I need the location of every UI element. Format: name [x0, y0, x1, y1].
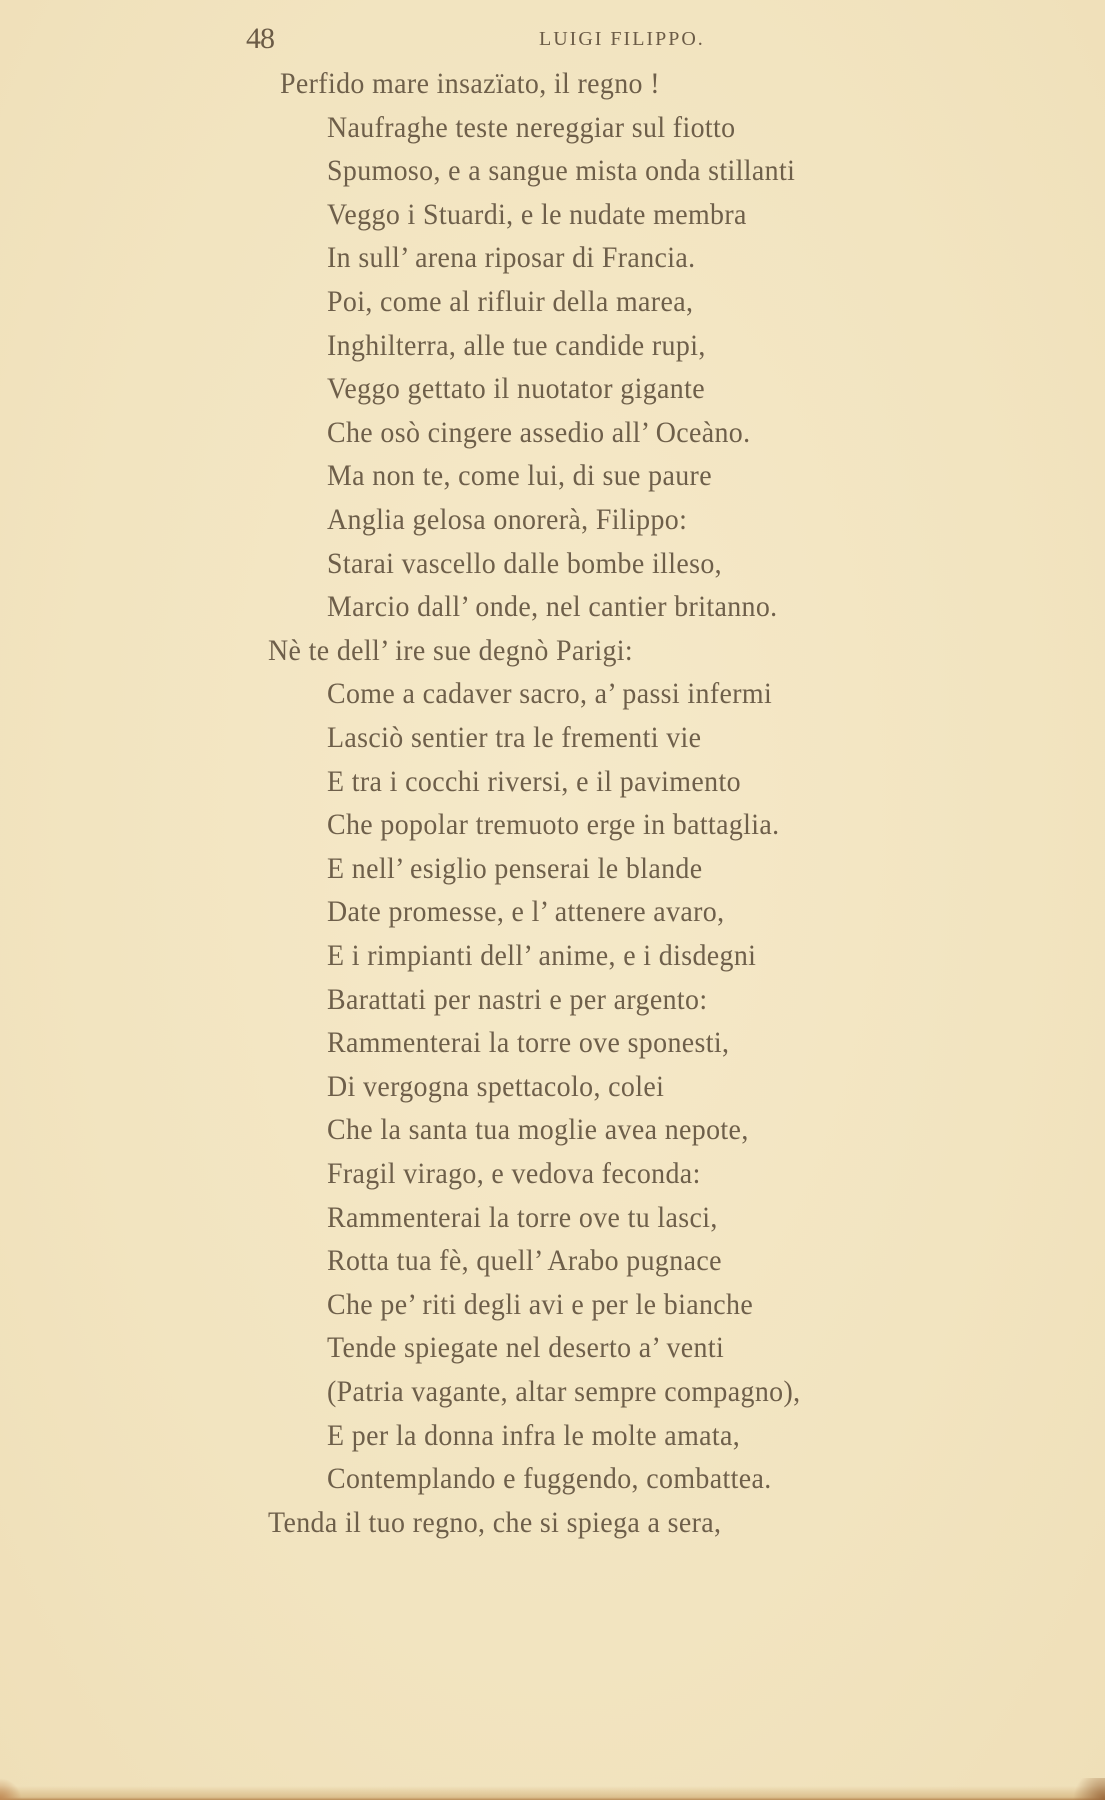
page-number: 48 — [246, 22, 274, 55]
poem-line: E per la donna infra le molte amata, — [327, 1418, 741, 1452]
page-corner-left — [0, 1778, 22, 1800]
poem-line: Che osò cingere assedio all’ Oceàno. — [327, 415, 751, 449]
poem-line: Come a cadaver sacro, a’ passi infermi — [327, 677, 773, 711]
poem-line: Lasciò sentier tra le frementi vie — [327, 721, 702, 754]
page-corner-right — [1065, 1778, 1105, 1800]
poem-line: Perfido mare insazïato, il regno ! — [280, 67, 660, 100]
poem-line: Poi, come al rifluir della marea, — [327, 285, 694, 318]
poem-line: Che popolar tremuoto erge in battaglia. — [327, 808, 780, 842]
poem-line: Che pe’ riti degli avi e per le bianche — [327, 1287, 754, 1321]
poem-line: Naufraghe teste nereggiar sul fiotto — [327, 110, 736, 144]
poem-line: (Patria vagante, altar sempre compagno), — [327, 1375, 801, 1408]
poem-line: Rammenterai la torre ove tu lasci, — [327, 1200, 718, 1234]
poem-line: Di vergogna spettacolo, colei — [327, 1069, 665, 1103]
poem-line: Rotta tua fè, quell’ Arabo pugnace — [327, 1244, 722, 1278]
running-title: LUIGI FILIPPO. — [539, 28, 705, 50]
poem-line: Rammenterai la torre ove sponesti, — [327, 1026, 730, 1060]
poem-line: Starai vascello dalle bombe illeso, — [327, 546, 722, 580]
poem-line: Tende spiegate nel deserto a’ venti — [327, 1331, 725, 1365]
poem-line: Ma non te, come lui, di sue paure — [327, 459, 712, 493]
poem-line: Nè te dell’ ire sue degnò Parigi: — [268, 633, 634, 667]
poem-line: In sull’ arena riposar di Francia. — [327, 241, 696, 275]
poem-line: Fragil virago, e vedova feconda: — [327, 1157, 701, 1190]
poem-line: Contemplando e fuggendo, combattea. — [327, 1462, 772, 1496]
poem-line: Anglia gelosa onorerà, Filippo: — [327, 503, 688, 536]
poem-line: Veggo i Stuardi, e le nudate membra — [327, 197, 747, 231]
poem-line: Veggo gettato il nuotator gigante — [327, 372, 705, 406]
poem-line: E i rimpianti dell’ anime, e i disdegni — [327, 939, 757, 972]
page-bottom-edge — [0, 1786, 1105, 1800]
poem-line: E nell’ esiglio penserai le blande — [327, 851, 703, 885]
poem-line: Marcio dall’ onde, nel cantier britanno. — [327, 590, 778, 624]
poem-line: Che la santa tua moglie avea nepote, — [327, 1113, 749, 1147]
poem-line: Date promesse, e l’ attenere avaro, — [327, 895, 725, 929]
poem-line: Spumoso, e a sangue mista onda stillanti — [327, 154, 796, 188]
poem-line: Tenda il tuo regno, che si spiega a sera, — [268, 1505, 722, 1539]
poem-line: E tra i cocchi riversi, e il pavimento — [327, 764, 741, 798]
poem-line: Barattati per nastri e per argento: — [327, 982, 708, 1016]
poem-line: Inghilterra, alle tue candide rupi, — [327, 328, 706, 362]
page-header — [0, 22, 1105, 62]
